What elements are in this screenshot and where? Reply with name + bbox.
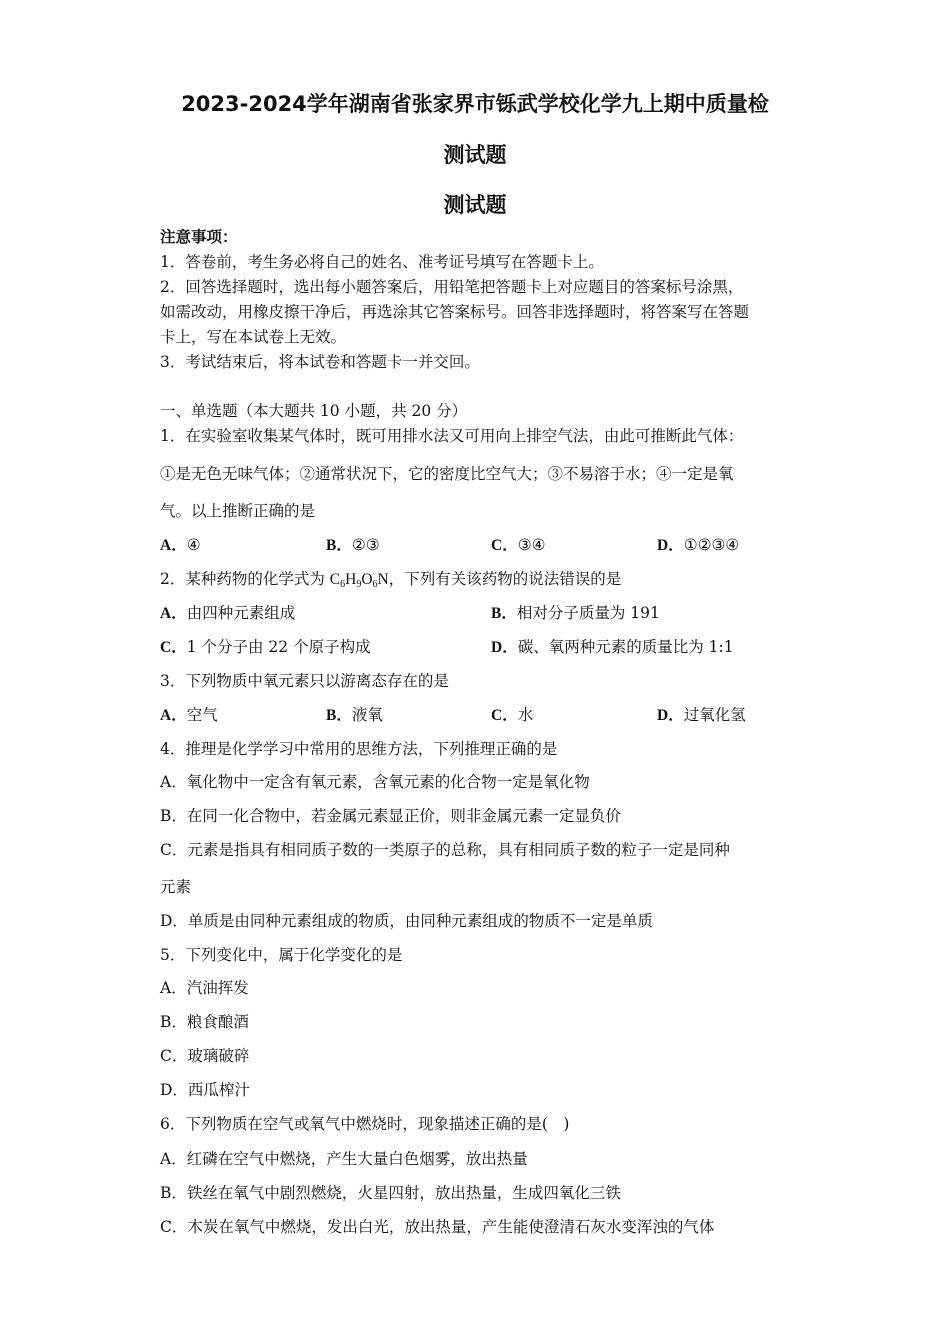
question-2-stem-suffix: ，下列有关该药物的说法错误的是 [388, 570, 622, 588]
option-key: C． [160, 639, 187, 656]
question-5-option-c: C．玻璃破碎 [160, 1047, 250, 1065]
option-text: 液氧 [351, 706, 383, 724]
question-1-option-c [491, 535, 546, 556]
question-6-stem: 6．下列物质在空气或氧气中燃烧时，现象描述正确的是( ) [160, 1115, 570, 1133]
notice-item-2-line3: 卡上，写在本试卷上无效。 [160, 328, 347, 346]
option-key: B． [326, 707, 352, 724]
option-text: ①②③④ [683, 536, 740, 554]
question-1-stem-line3: 气。以上推断正确的是 [160, 502, 316, 520]
notice-item-1: 1．答卷前，考生务必将自己的姓名、准考证号填写在答题卡上。 [160, 253, 604, 271]
notice-heading: 注意事项： [160, 227, 238, 246]
option-key: D． [491, 639, 518, 656]
question-6-option-a: A．红磷在空气中燃烧，产生大量白色烟雾，放出热量 [160, 1150, 528, 1168]
option-text: 水 [517, 706, 534, 724]
question-5-option-b: B．粮食酿酒 [160, 1013, 249, 1031]
option-key: A． [160, 707, 187, 724]
question-1-option-a [160, 535, 201, 556]
option-key: C． [491, 537, 518, 554]
chemical-formula [330, 571, 389, 588]
option-key: A． [160, 605, 187, 622]
option-text: 空气 [186, 706, 218, 724]
page-title-line1: 2023-2024学年湖南省张家界市铄武学校化学九上期中质量检 [181, 92, 769, 116]
question-2-option-d [491, 637, 734, 658]
option-key: C． [491, 707, 518, 724]
option-text: 相对分子质量为 191 [516, 604, 660, 622]
page-title-line3: 测试题 [443, 193, 507, 217]
question-3-option-b [326, 705, 383, 726]
option-key: B． [491, 605, 517, 622]
option-key: D． [657, 537, 684, 554]
question-4-option-c-line2: 元素 [160, 878, 192, 896]
formula-element: H [345, 571, 357, 588]
formula-subscript: 6 [340, 579, 346, 590]
option-text: ②③ [351, 536, 380, 554]
question-5-option-d: D．西瓜榨汁 [160, 1081, 250, 1099]
question-6-option-b: B．铁丝在氧气中剧烈燃烧，火星四射，放出热量，生成四氧化三铁 [160, 1184, 621, 1202]
question-1-stem-line1: 1．在实验室收集某气体时，既可用排水法又可用向上排空气法，由此可推断此气体： [160, 427, 744, 445]
formula-subscript: 6 [372, 579, 378, 590]
question-1-stem-line2: ①是无色无味气体；②通常状况下，它的密度比空气大；③不易溶于水；④一定是氧 [160, 465, 734, 483]
option-text: ③④ [517, 536, 546, 554]
option-key: B． [326, 537, 352, 554]
question-5-stem: 5．下列变化中，属于化学变化的是 [160, 946, 403, 964]
question-3-option-d [657, 705, 746, 726]
question-4-option-d: D．单质是由同种元素组成的物质，由同种元素组成的物质不一定是单质 [160, 912, 653, 930]
formula-element: N [377, 571, 389, 588]
formula-element: C [329, 571, 341, 588]
page-title-line2: 测试题 [443, 143, 507, 167]
question-1-option-b [326, 535, 380, 556]
option-key: D． [657, 707, 684, 724]
question-2-option-b [491, 603, 660, 624]
notice-item-3: 3．考试结束后，将本试卷和答题卡一并交回。 [160, 353, 480, 371]
question-2-stem [160, 569, 621, 590]
option-text: 过氧化氢 [683, 706, 746, 724]
question-4-stem: 4．推理是化学学习中常用的思维方法，下列推理正确的是 [160, 740, 558, 758]
formula-subscript: 9 [356, 579, 362, 590]
notice-item-2-line2: 如需改动，用橡皮擦干净后，再选涂其它答案标号。回答非选择题时，将答案写在答题 [160, 303, 750, 321]
question-5-option-a: A．汽油挥发 [160, 979, 249, 997]
question-4-option-c-line1: C．元素是指具有相同质子数的一类原子的总称，具有相同质子数的粒子一定是同种 [160, 841, 730, 859]
question-6-option-c: C．木炭在氧气中燃烧，发出白光，放出热量，产生能使澄清石灰水变浑浊的气体 [160, 1218, 715, 1236]
option-text: 1 个分子由 22 个原子构成 [186, 638, 371, 656]
question-2-stem-prefix: 2．某种药物的化学式为 [160, 570, 330, 588]
formula-element: O [361, 571, 373, 588]
question-3-stem: 3．下列物质中氧元素只以游离态存在的是 [160, 672, 449, 690]
section-heading: 一、单选题（本大题共 10 小题，共 20 分） [160, 402, 468, 420]
question-2-option-c [160, 637, 371, 658]
option-text: 碳、氧两种元素的质量比为 1:1 [517, 638, 734, 656]
question-4-option-a: A．氧化物中一定含有氧元素，含氧元素的化合物一定是氧化物 [160, 773, 590, 791]
question-4-option-b: B．在同一化合物中，若金属元素显正价，则非金属元素一定显负价 [160, 807, 621, 825]
option-text: ④ [186, 536, 201, 554]
option-text: 由四种元素组成 [186, 604, 296, 622]
question-1-option-d [657, 535, 739, 556]
question-2-option-a [160, 603, 295, 624]
question-3-option-a [160, 705, 218, 726]
notice-item-2-line1: 2．回答选择题时，选出每小题答案后，用铅笔把答题卡上对应题目的答案标号涂黑， [160, 278, 744, 296]
question-3-option-c [491, 705, 533, 726]
option-key: A． [160, 537, 187, 554]
